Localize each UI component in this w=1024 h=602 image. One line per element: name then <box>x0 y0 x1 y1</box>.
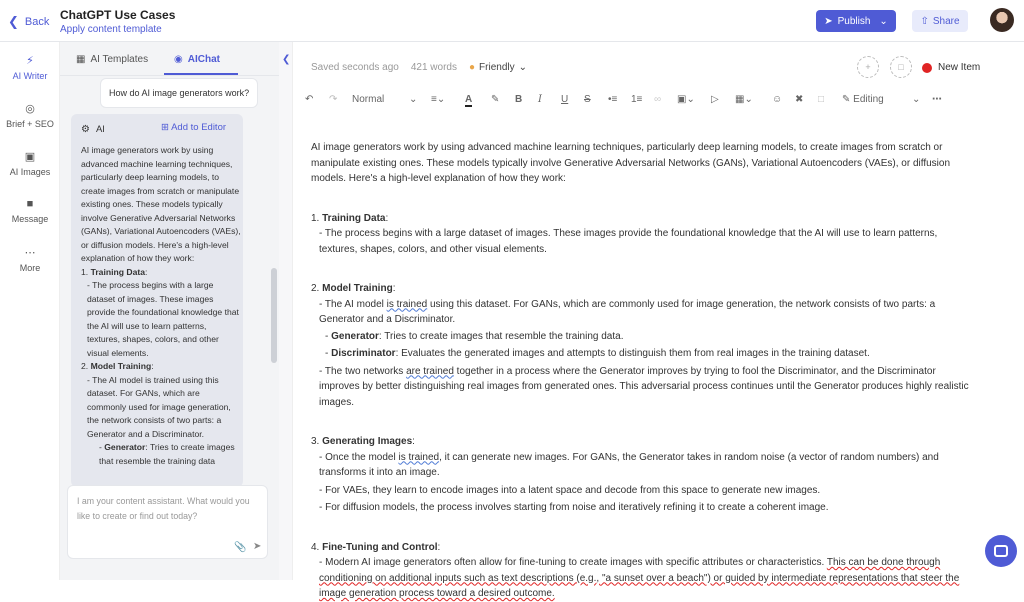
spacer <box>311 423 976 434</box>
paragraph: AI image generators work by using advanced machine learning techniques, particularly deep learning models, to create images from scratch or manipulate existing ones. These models typically involve Generative Adversarial Networks (GANs), Variational Autoencoders (VAEs), or diffusion models. Here's a high-level explanation of how they work: <box>311 142 951 184</box>
chevron-down-icon[interactable]: ⌄ <box>409 94 418 105</box>
spacer <box>311 410 976 423</box>
chat-icon: ■ <box>26 198 34 210</box>
more-icon[interactable]: ⋯ <box>932 94 942 105</box>
spelling-flag[interactable]: This can be done through conditioning on additional inputs such as text descriptions (e.g., "a sunset over a beach") or guided by intermediate representations that steer the image generation process toward a desired outcome. <box>319 557 960 599</box>
back-button[interactable] <box>8 14 49 30</box>
underline-icon[interactable]: U <box>561 94 569 105</box>
ai-heading-text: Model Training <box>90 361 152 371</box>
ai-paragraph: - The process begins with a large dataset of images. These images provide the foundational knowledge that the AI will use to learn patterns, textures, shapes, colors, and other visual elements. <box>87 280 239 358</box>
bold-icon[interactable]: B <box>515 94 523 105</box>
table-icon[interactable]: ▦⌄ <box>735 94 753 105</box>
paragraph: - For diffusion models, the process involves starting from noise and iteratively refining it to create a coherent image. <box>319 502 829 513</box>
heading-text: Training Data <box>322 212 386 224</box>
help-chat-button[interactable] <box>985 535 1017 567</box>
align-icon[interactable]: ≡⌄ <box>431 94 446 105</box>
spacer <box>311 270 976 281</box>
calendar-icon[interactable]: □ <box>890 56 912 78</box>
chevron-left-icon: ❮ <box>8 14 19 29</box>
section-heading: 3. Generating Images: <box>311 436 415 447</box>
undo-icon[interactable]: ↶ <box>305 94 314 105</box>
heading-num: 2. <box>311 283 323 294</box>
mode-select[interactable]: ✎ Editing <box>842 94 884 105</box>
section-heading: 2. Model Training: <box>311 283 396 294</box>
ai-heading: 2. Model Training: <box>81 361 154 371</box>
heading-num: 1. <box>311 212 323 224</box>
spacer <box>311 257 976 270</box>
rail-item-message[interactable] <box>0 198 60 224</box>
chevron-down-icon: ⌄ <box>518 62 527 73</box>
comment-icon[interactable]: □ <box>818 94 825 105</box>
bullet: - Generator: Tries to create images that resemble the training data. <box>325 330 624 342</box>
panel-tabs <box>60 42 279 76</box>
ai-paragraph: AI image generators work by using advanced machine learning techniques, particularly deep learning models, to create images from scratch or manipulate existing ones. These models typically involve Generative Adversarial Networks (GANs), Variational Autoencoders (VAEs), or diffusion models. Here's a high-level explanation of how they work: <box>81 145 241 263</box>
chevron-down-icon: ⌄ <box>879 15 888 27</box>
spacer <box>311 516 976 529</box>
italic-icon[interactable]: I <box>538 94 542 105</box>
tone-selector[interactable] <box>469 62 527 73</box>
rail-label: AI Writer <box>12 71 48 81</box>
redo-icon[interactable]: ↷ <box>329 94 338 105</box>
ai-bullet: - Generator: Tries to create images that resemble the training data <box>99 442 235 466</box>
chat-panel <box>60 42 279 580</box>
image-icon[interactable]: ▣⌄ <box>677 94 695 105</box>
heading-text: Fine-Tuning and Control <box>322 541 438 553</box>
robot-icon: ⚙ <box>81 123 90 135</box>
send-icon: ➤ <box>824 15 833 27</box>
heading-num: 4. <box>311 541 323 553</box>
rail-item-ai-images[interactable] <box>0 150 60 177</box>
text-run: - The AI model <box>319 298 387 310</box>
section-heading: 1. Training Data: <box>311 212 389 224</box>
publish-button[interactable] <box>816 10 896 32</box>
send-icon[interactable]: ➤ <box>253 541 262 552</box>
add-to-editor-button[interactable] <box>161 122 226 133</box>
editor-meta <box>311 62 527 73</box>
heading-text: Generating Images <box>322 436 413 447</box>
text-run: using this dataset. For GANs, which are commonly used for image generation, the network consists of two parts: a Generator and a Discriminator. <box>319 298 936 325</box>
paragraph <box>311 450 976 481</box>
text-run: , it can generate new images. For GANs, the Generator takes in random noise (a vector of random numbers) and transforms it into an image. <box>319 451 939 478</box>
avatar[interactable] <box>990 8 1014 32</box>
text-run: - Modern AI image generators often allow for fine-tuning to create images with specific attributes or characteristics. <box>319 557 827 568</box>
saved-status: Saved seconds ago <box>311 62 399 73</box>
paragraph <box>311 555 976 602</box>
bullet: - Discriminator: Evaluates the generated images and attempts to distinguish them from real images in the training dataset. <box>325 348 870 359</box>
ai-heading-num: 1. <box>81 266 89 277</box>
chevron-left-icon: ❮ <box>282 54 291 65</box>
text-run: together in a process where the Generator improves by trying to fool the Discriminator, and the Discriminator improves by better distinguishing real images from generated ones. This adversarial process continues until the Generator produces highly realistic images. <box>319 365 969 408</box>
tab-label: AIChat <box>187 54 220 65</box>
bullet-list-icon[interactable]: •≡ <box>608 94 618 105</box>
highlight-icon[interactable]: ✎ <box>491 94 500 105</box>
rail-label: Brief + SEO <box>6 119 54 129</box>
rail-label: AI Images <box>9 167 51 177</box>
spacer <box>311 200 976 211</box>
paragraph <box>311 297 976 328</box>
heading-num: 3. <box>311 436 323 447</box>
paperclip-icon[interactable]: 📎 <box>234 542 247 553</box>
tab-label: AI Templates <box>90 54 149 65</box>
ai-response-text <box>81 144 241 468</box>
text-run: - Once the model <box>319 451 399 463</box>
status-dot <box>922 63 932 73</box>
back-label: Back <box>24 16 50 28</box>
spacer <box>311 187 976 200</box>
ai-heading-text: Training Data <box>90 266 145 277</box>
tone-label: Friendly <box>479 62 515 73</box>
grammar-flag[interactable]: are trained <box>406 365 454 377</box>
editor-content[interactable] <box>311 140 976 602</box>
collapse-panel-handle[interactable] <box>279 42 293 580</box>
rail-item-more[interactable] <box>0 246 60 273</box>
grammar-flag[interactable]: is trained <box>398 451 440 463</box>
numbered-list-icon[interactable]: 1≡ <box>631 94 643 105</box>
tab-aichat[interactable] <box>174 54 220 65</box>
strikethrough-icon[interactable]: S <box>584 94 591 105</box>
add-user-icon[interactable]: + <box>857 56 879 78</box>
chat-icon <box>994 545 1008 557</box>
ai-heading-num: 2. <box>81 361 89 371</box>
word-count: 421 words <box>410 62 457 73</box>
text-color-icon[interactable]: A <box>465 94 473 105</box>
page-title: ChatGPT Use Cases <box>60 8 176 22</box>
link-icon[interactable]: ∞ <box>654 94 662 105</box>
apply-template-link[interactable]: Apply content template <box>60 24 162 35</box>
ai-bullet-label: Generator <box>104 442 146 452</box>
ai-label: AI <box>95 123 105 135</box>
spacer <box>311 529 976 540</box>
grid-icon: ▦ <box>76 54 86 65</box>
bullet-text: : Tries to create images that resemble the training data. <box>378 330 624 342</box>
paragraph: - For VAEs, they learn to encode images into a latent space and decode from this space to generate new images. <box>319 484 821 496</box>
text-run: - The two networks <box>319 365 407 377</box>
text-style-label: Normal <box>352 94 385 105</box>
rail-item-brief-seo[interactable] <box>0 102 60 129</box>
microphone-icon: ● <box>468 62 476 73</box>
rail-label: More <box>19 263 41 273</box>
ai-response-card <box>71 114 243 487</box>
bullet-text: : Evaluates the generated images and attempts to distinguish them from real images in the training dataset. <box>395 348 870 359</box>
paragraph <box>311 364 976 411</box>
chat-input[interactable] <box>67 485 268 559</box>
rail-label: Message <box>11 214 49 224</box>
user-question-bubble: How do AI image generators work? <box>100 78 258 108</box>
rail-item-ai-writer[interactable] <box>0 54 60 81</box>
image-icon: ▣ <box>24 151 36 163</box>
chevron-down-icon[interactable]: ⌄ <box>912 94 921 105</box>
left-rail <box>0 42 60 580</box>
editor-toolbar <box>305 94 955 110</box>
new-item-status[interactable] <box>922 62 980 73</box>
share-button[interactable] <box>912 10 968 32</box>
chat-bubbles-icon: ◉ <box>174 54 183 65</box>
grammar-flag[interactable]: is trained <box>386 298 428 310</box>
mode-label: Editing <box>853 94 884 105</box>
add-to-editor-label: Add to Editor <box>171 122 227 133</box>
emoji-icon[interactable]: ☺ <box>772 94 783 105</box>
ai-paragraph: - The AI model is trained using this dataset. For GANs, which are commonly used for image generation, the network consists of two parts: a Generator and a Discriminator. <box>87 374 231 439</box>
bolt-icon: ⚡ <box>26 55 34 67</box>
publish-label: Publish <box>837 15 871 27</box>
heading-text: Model Training <box>322 283 393 294</box>
ai-heading: 1. Training Data: <box>81 266 148 277</box>
active-tab-indicator <box>164 73 238 75</box>
upload-icon: ⇧ <box>920 15 929 27</box>
bullet-label: Generator <box>331 330 379 342</box>
share-label: Share <box>932 15 960 27</box>
paragraph: - The process begins with a large dataset of images. These images provide the foundational knowledge that the AI will use to learn patterns, textures, shapes, colors, and other visual elements. <box>319 228 938 255</box>
chat-input-placeholder: I am your content assistant. What would you like to create or find out today? <box>77 496 250 521</box>
ai-bullet-text: : Tries to create images that resemble the training data <box>99 442 235 466</box>
play-icon[interactable]: ▷ <box>711 94 719 105</box>
text-style-select[interactable] <box>352 94 384 105</box>
panel-scrollbar[interactable] <box>271 268 277 363</box>
new-item-label: New Item <box>938 62 981 73</box>
tab-ai-templates[interactable] <box>76 54 148 65</box>
more-icon: ⋯ <box>24 247 36 259</box>
top-header <box>0 0 1024 42</box>
target-icon: ◎ <box>25 103 35 115</box>
bullet-label: Discriminator <box>331 348 396 359</box>
section-heading: 4. Fine-Tuning and Control: <box>311 541 441 553</box>
add-doc-icon: ⊞ <box>161 122 169 133</box>
clear-format-icon[interactable]: ✖ <box>795 94 804 105</box>
